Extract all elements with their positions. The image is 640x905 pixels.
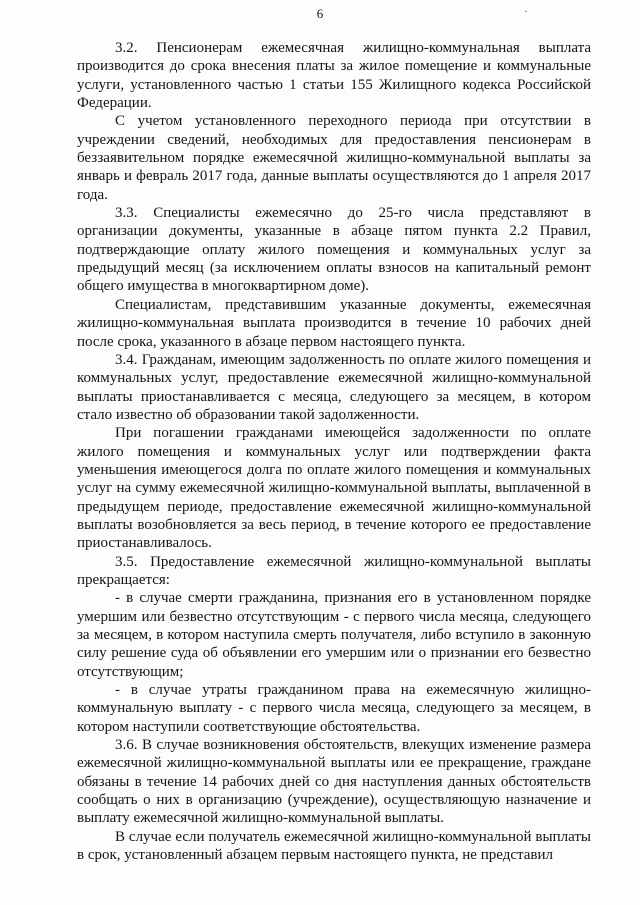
paragraph-3-6: 3.6. В случае возникновения обстоятельств, влекущих изменение размера ежемесячной жилищно-коммунальной выплаты или ее прекращение, граждане обязаны в течение 14 рабочих дней со дня наступления данных обстоятельств сообщать о них в организацию (учреждение), осуществляющую назначение и выплату ежемесячной жилищно-коммунальной выплаты. — [77, 737, 591, 827]
paragraph-transition-period: С учетом установленного переходного периода при отсутствии в учреждении сведений, необходимых для предоставления пенсионерам в беззаявительном порядке ежемесячной жилищно-коммунальной выплаты за январь и февраль 2017 года, данные выплаты осуществляются до 1 апреля 2017 года. — [77, 113, 591, 203]
document-body — [77, 39, 591, 864]
paragraph-3-5: 3.5. Предоставление ежемесячной жилищно-коммунальной выплаты прекращается: — [77, 553, 591, 588]
paragraph-recipient-failure: В случае если получатель ежемесячной жилищно-коммунальной выплаты в срок, установленный абзацем первым настоящего пункта, не представил — [77, 828, 591, 864]
corner-mark: · — [524, 6, 528, 18]
paragraph-3-2: 3.2. Пенсионерам ежемесячная жилищно-коммунальная выплата производится до срока внесения платы за жилое помещение и коммунальные услуги, установленного частью 1 статьи 155 Жилищного кодекса Российской Федерации. — [77, 40, 591, 112]
page-number: 6 — [316, 6, 324, 21]
list-item-loss-of-right: - в случае утраты гражданином права на ежемесячную жилищно-коммунальную выплату - с первого числа месяца, следующего за месяцем, в котором наступили соответствующие обстоятельства. — [77, 682, 591, 735]
paragraph-3-3: 3.3. Специалисты ежемесячно до 25-го числа представляют в организации документы, указанные в абзаце пятом пункта 2.2 Правил, подтверждающие оплату жилого помещения и коммунальных услуг за предыдущий месяц (за исключением оплаты взносов на капитальный ремонт общего имущества в многоквартирном доме). — [77, 205, 591, 295]
paragraph-specialists-payment: Специалистам, представившим указанные документы, ежемесячная жилищно-коммунальная выплата производится в течение 10 рабочих дней после срока, указанного в абзаце первом настоящего пункта. — [77, 296, 591, 350]
paragraph-debt-repayment: При погашении гражданами имеющейся задолженности по оплате жилого помещения и коммунальных услуг или подтверждении факта уменьшения имеющегося долга по оплате жилого помещения и коммунальных услуг на сумму ежемесячной жилищно-коммунальной выплаты, выплаченной в предыдущем периоде, предоставление ежемесячной жилищно-коммунальной выплаты возобновляется за весь период, в течение которого ее предоставление приостанавливалось. — [77, 425, 591, 552]
paragraph-3-4: 3.4. Гражданам, имеющим задолженность по оплате жилого помещения и коммунальных услуг, предоставление ежемесячной жилищно-коммунальной выплаты приостанавливается с месяца, следующего за месяцем, в котором стало известно об образовании такой задолженности. — [77, 351, 591, 423]
list-item-death-case: - в случае смерти гражданина, признания его в установленном порядке умершим или безвестно отсутствующим - с первого числа месяца, следующего за месяцем, в котором наступила смерть получателя, либо вступило в законную силу решение суда об объявлении его умершим или о признании его безвестно отсутствующим; — [77, 590, 591, 680]
